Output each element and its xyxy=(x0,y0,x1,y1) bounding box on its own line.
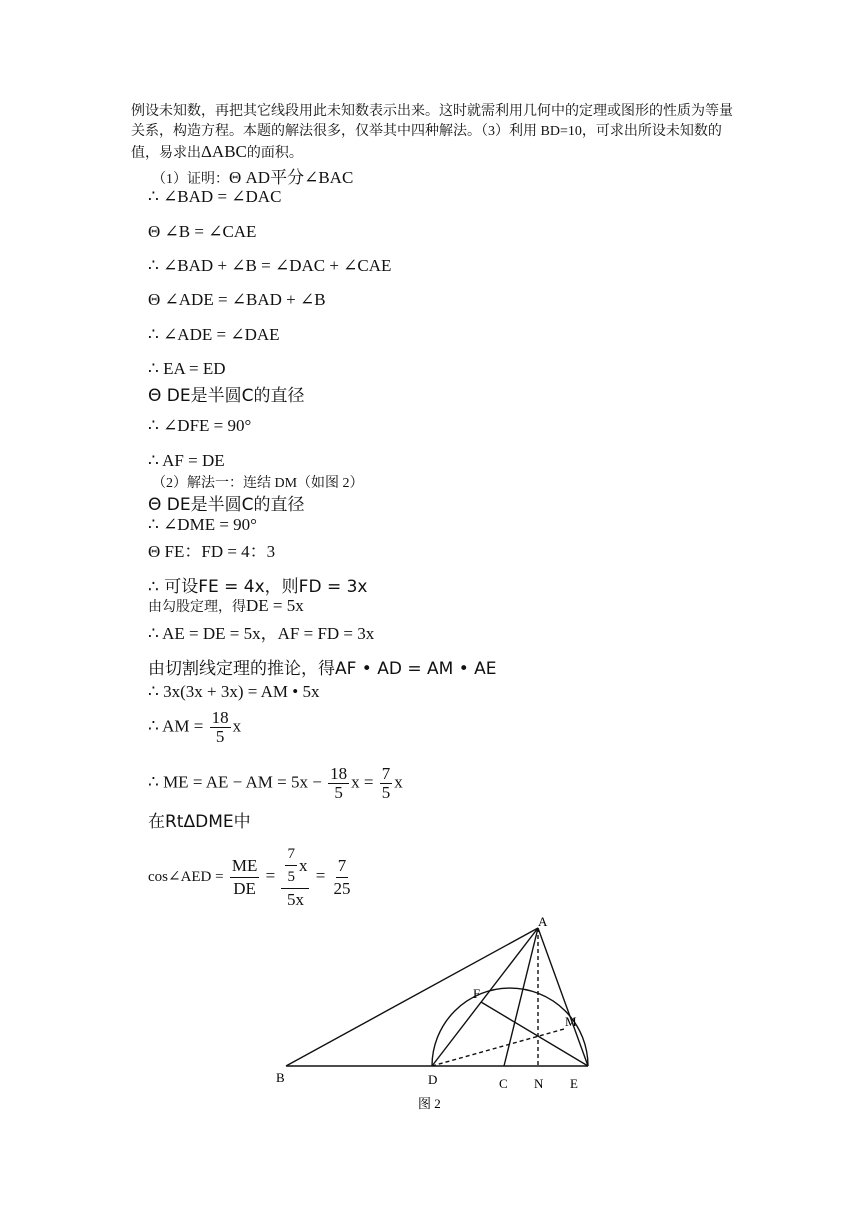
proof-line: ∴ ∠ADE = ∠DAE xyxy=(148,325,280,344)
part2-heading: （2）解法一：连结 DM（如图 2） xyxy=(152,476,364,491)
point-label-f: F xyxy=(473,986,481,1001)
pythagoras-line: 由勾股定理，得DE = 5x xyxy=(148,596,304,615)
proof-line: Θ ∠B = ∠CAE xyxy=(148,222,257,241)
proof-line: Θ DE是半圆C的直径 xyxy=(148,386,305,406)
figure-caption: 图 2 xyxy=(418,1096,441,1111)
solution-line: ∴ AE = DE = 5x，AF = FD = 3x xyxy=(148,624,375,643)
point-label-d: D xyxy=(428,1072,438,1087)
solution-line: ∴ 3x(3x + 3x) = AM • 5x xyxy=(148,682,320,701)
point-label-c: C xyxy=(499,1076,508,1091)
proof-line: ∴ EA = ED xyxy=(148,359,226,378)
point-label-m: M xyxy=(565,1014,577,1029)
proof-line: Θ ∠ADE = ∠BAD + ∠B xyxy=(148,290,326,309)
triangle-abc-symbol: ΔABC xyxy=(201,142,247,161)
proof-line: ∴ AF = DE xyxy=(148,451,225,470)
fraction: $\frac{7}{5}$ xyxy=(285,843,297,888)
line-ac xyxy=(504,928,538,1066)
fraction: $\frac{18}{5}$ xyxy=(330,764,348,802)
line-fe xyxy=(481,1002,588,1066)
line-dm-dashed xyxy=(432,1029,564,1066)
fraction: $\frac{ME}{DE}$ xyxy=(231,855,258,898)
line-ad xyxy=(432,928,538,1066)
intro-paragraph: 例设未知数，再把其它线段用此未知数表示出来。这时就需利用几何中的定理或图形的性质为等量关系，构造方程。本题的解法很多，仅举其中四种解法。（3）利用 BD=10，可求出所设未知数的值，易求出ΔABC的面积。 xyxy=(131,104,733,161)
line-ba xyxy=(286,928,538,1066)
part1-heading: （1）证明：Θ AD平分∠BAC xyxy=(152,168,354,187)
solution-line: Θ DE是半圆C的直径 xyxy=(148,495,305,515)
fraction: $\frac{7}{5}$ xyxy=(381,764,391,802)
fraction: $\frac{18}{5}$ xyxy=(211,708,229,746)
compound-fraction: $\frac{7}{5}$ x 5x xyxy=(281,843,309,911)
point-label-b: B xyxy=(276,1070,285,1085)
am-equation: ∴ AM = $\frac{18}{5}$ x xyxy=(148,708,242,746)
proof-line: ∴ ∠DFE = 90° xyxy=(148,416,252,435)
geometry-figure xyxy=(270,912,600,1112)
point-label-n: N xyxy=(534,1076,544,1091)
proof-line: ∴ ∠BAD = ∠DAC xyxy=(148,187,282,206)
point-label-a: A xyxy=(538,914,548,929)
right-triangle-line: 在RtΔDME中 xyxy=(148,812,251,832)
solution-line: ∴ 可设FE = 4x，则FD = 3x xyxy=(148,577,368,597)
solution-line: Θ FE：FD = 4：3 xyxy=(148,542,276,561)
fraction: $\frac{7}{25}$ xyxy=(333,855,351,898)
me-equation: ∴ ME = AE − AM = 5x − $\frac{18}{5}$ x = $\frac{7}{5}$ x xyxy=(148,764,403,802)
proof-line: ∴ ∠BAD + ∠B = ∠DAC + ∠CAE xyxy=(148,256,392,275)
cos-equation: cos∠AED = $\frac{ME}{DE}$ = $\frac{7}{5}$ x 5x = $\frac{7}{25}$ xyxy=(148,843,355,911)
point-label-e: E xyxy=(570,1076,578,1091)
solution-line: ∴ ∠DME = 90° xyxy=(148,515,257,534)
solution-line: 由切割线定理的推论，得AF • AD = AM • AE xyxy=(148,659,497,679)
